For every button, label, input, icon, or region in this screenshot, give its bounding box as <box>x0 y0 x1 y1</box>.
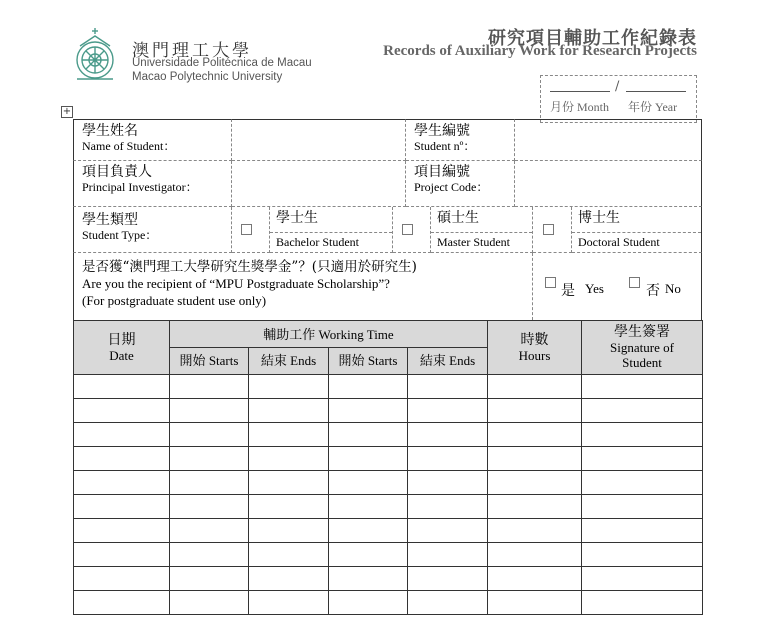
logo-english-name: Macao Polytechnic University <box>132 71 283 83</box>
project-code-field[interactable] <box>515 161 702 207</box>
month-field[interactable] <box>550 91 610 92</box>
hours-header <box>488 321 582 375</box>
master-label-en: Master Student <box>437 235 510 249</box>
student-name-label-zh: 學生姓名 <box>82 123 138 139</box>
signature-header <box>582 321 703 375</box>
student-number-label-zh: 學生編號 <box>414 123 470 139</box>
no-checkbox[interactable] <box>629 277 640 288</box>
year-field[interactable] <box>626 91 686 92</box>
hours-header-en: Hours <box>518 347 551 363</box>
bachelor-label <box>270 207 393 253</box>
scholarship-question-en: Are you the recipient of “MPU Postgraduate Scholarship”? <box>82 276 390 291</box>
table-row <box>74 375 703 399</box>
year-label: 年份 Year <box>628 100 678 114</box>
doctoral-checkbox[interactable] <box>543 224 554 235</box>
month-label: 月份 Month <box>550 100 610 114</box>
table-row <box>74 495 703 519</box>
table-row <box>74 399 703 423</box>
principal-investigator-label <box>73 161 232 207</box>
start-header-1 <box>170 348 249 375</box>
end-header-zh: 結束 <box>260 354 287 369</box>
master-checkbox-cell <box>393 207 431 253</box>
university-logo <box>68 24 122 84</box>
table-row <box>74 423 703 447</box>
signature-header-en-2: Student <box>622 355 662 370</box>
doctoral-checkbox-cell <box>533 207 572 253</box>
principal-investigator-label-zh: 項目負責人 <box>82 164 152 180</box>
bachelor-checkbox[interactable] <box>241 224 252 235</box>
principal-investigator-field[interactable] <box>232 161 406 207</box>
scholarship-question <box>73 253 533 320</box>
yes-label-zh: 是 <box>561 283 575 299</box>
table-row <box>74 567 703 591</box>
document-title-english: Records of Auxiliary Work for Research Projects <box>383 43 697 59</box>
table-row <box>74 543 703 567</box>
student-number-label-en: Student nº： <box>414 139 476 153</box>
student-type-label-zh: 學生類型 <box>82 212 138 228</box>
master-checkbox[interactable] <box>402 224 413 235</box>
end-header-1 <box>249 348 329 375</box>
month-year-slash: / <box>615 79 620 94</box>
working-time-header: 輔助工作 Working Time <box>170 321 488 348</box>
student-name-field[interactable] <box>232 119 406 161</box>
master-label-zh: 碩士生 <box>437 210 479 226</box>
start-header-en: Starts <box>208 353 239 368</box>
table-move-handle-icon[interactable]: + <box>62 106 72 117</box>
yes-label-en: Yes <box>585 281 604 296</box>
scholarship-question-zh: 是否獲“澳門理工大學研究生獎學金”？(只適用於研究生) <box>82 259 417 275</box>
date-header-zh: 日期 <box>107 331 136 348</box>
table-row <box>74 447 703 471</box>
date-header-en: Date <box>109 347 134 363</box>
student-name-label-en: Name of Student： <box>82 139 176 153</box>
doctoral-label-en: Doctoral Student <box>578 235 660 249</box>
student-number-label <box>406 119 515 161</box>
hours-header-zh: 時數 <box>520 331 549 348</box>
start-header-2 <box>329 348 408 375</box>
signature-header-en-1: Signature of <box>610 340 674 355</box>
start-header-en: Starts <box>367 353 398 368</box>
scholarship-answer-cell <box>533 253 702 320</box>
project-code-label-zh: 項目編號 <box>414 164 470 180</box>
student-type-label <box>73 207 232 253</box>
start-header-zh: 開始 <box>338 354 365 369</box>
bachelor-checkbox-cell <box>232 207 270 253</box>
end-header-2 <box>408 348 488 375</box>
no-label-en: No <box>665 281 681 296</box>
scholarship-note-en: (For postgraduate student use only) <box>82 293 267 308</box>
doctoral-label <box>572 207 702 253</box>
end-header-zh: 結束 <box>419 354 446 369</box>
bachelor-label-zh: 學士生 <box>276 210 318 226</box>
yes-checkbox[interactable] <box>545 277 556 288</box>
no-label-zh: 否 <box>646 283 660 299</box>
end-header-en: Ends <box>290 353 317 368</box>
start-header-zh: 開始 <box>179 354 206 369</box>
principal-investigator-label-en: Principal Investigator： <box>82 180 198 194</box>
project-code-label <box>406 161 515 207</box>
working-time-table <box>73 320 703 615</box>
working-time-rows <box>74 375 703 615</box>
student-number-field[interactable] <box>515 119 702 161</box>
student-type-label-en: Student Type： <box>82 228 158 242</box>
table-row <box>74 591 703 615</box>
logo-portuguese-name: Universidade Politécnica de Macau <box>132 57 312 69</box>
table-row <box>74 471 703 495</box>
table-row <box>74 519 703 543</box>
date-header <box>74 321 170 375</box>
bachelor-label-en: Bachelor Student <box>276 235 359 249</box>
logo-chinese-name: 澳門理工大學 <box>132 41 252 61</box>
master-label <box>431 207 533 253</box>
end-header-en: Ends <box>449 353 476 368</box>
doctoral-label-zh: 博士生 <box>578 210 620 226</box>
student-name-label <box>73 119 232 161</box>
signature-header-zh: 學生簽署 <box>614 324 670 340</box>
project-code-label-en: Project Code： <box>414 180 489 194</box>
document-title-chinese: 研究項目輔助工作紀錄表 <box>488 28 697 49</box>
